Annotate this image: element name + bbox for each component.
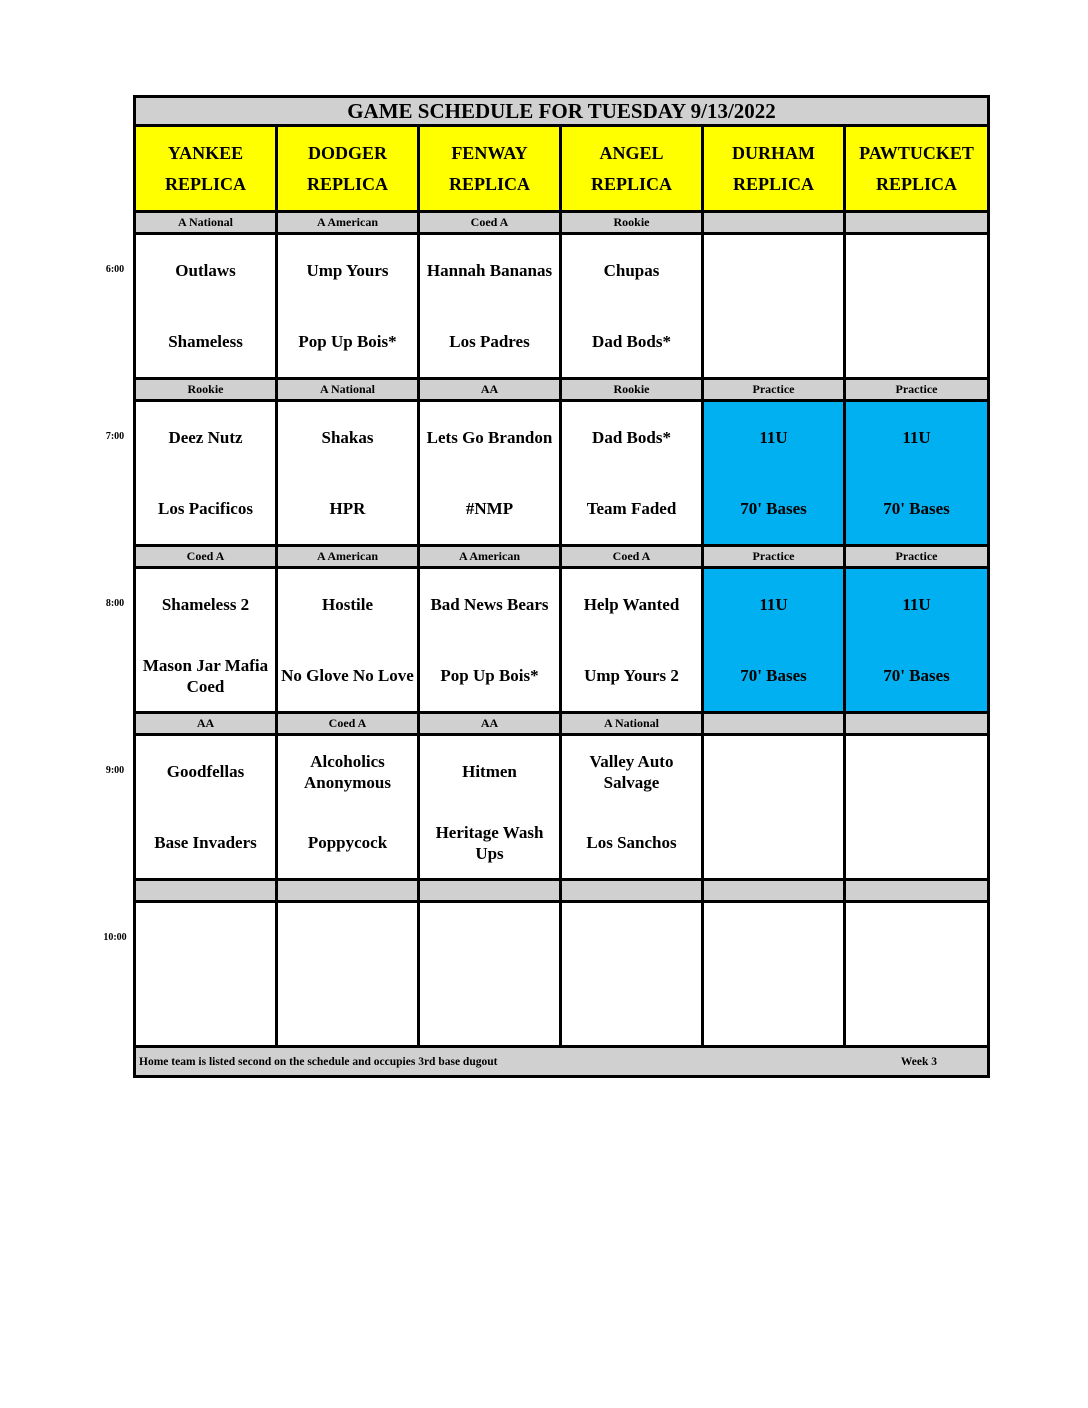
game-cell (136, 569, 278, 714)
home-team: Los Sanchos (586, 833, 677, 852)
division-label: AA (136, 714, 278, 736)
away-team (704, 736, 843, 807)
home-team: Team Faded (586, 499, 677, 518)
home-team: 70' Bases (740, 666, 807, 685)
division-label (704, 213, 846, 235)
time-label: 6:00 (105, 264, 125, 275)
field-header (704, 127, 846, 213)
away-team: 11U (902, 595, 931, 614)
game-cell (846, 903, 987, 1048)
home-team (136, 974, 275, 1045)
game-cell (278, 903, 420, 1048)
away-team: Help Wanted (583, 595, 680, 614)
away-team: 11U (759, 428, 788, 447)
game-cell (278, 402, 420, 547)
home-team: Pop Up Bois* (440, 666, 539, 685)
time-label: 10:00 (103, 932, 127, 943)
field-header (420, 127, 562, 213)
division-label: A National (562, 714, 704, 736)
division-label: Practice (846, 547, 987, 569)
game-row (136, 736, 987, 881)
practice-cell (846, 569, 987, 714)
division-label: A American (278, 547, 420, 569)
away-team (136, 903, 275, 974)
game-cell (562, 736, 704, 881)
division-label: Coed A (420, 213, 562, 235)
away-team (278, 903, 417, 974)
game-cell (136, 903, 278, 1048)
home-team (278, 974, 417, 1045)
home-team (562, 974, 701, 1045)
field-subtitle: REPLICA (164, 173, 246, 194)
home-team: Base Invaders (154, 833, 257, 852)
game-row (136, 235, 987, 380)
field-subtitle: REPLICA (306, 173, 388, 194)
away-team: Valley Auto Salvage (589, 751, 674, 792)
division-label: Rookie (562, 213, 704, 235)
division-row (136, 714, 987, 736)
field-header-row (136, 127, 987, 213)
field-name: ANGEL (599, 142, 664, 163)
practice-cell (704, 402, 846, 547)
field-name: DODGER (307, 142, 387, 163)
home-team: Heritage Wash Ups (435, 822, 544, 863)
division-label: Coed A (136, 547, 278, 569)
game-cell (420, 569, 562, 714)
time-label: 8:00 (105, 598, 125, 609)
home-team: Los Padres (449, 332, 530, 351)
game-cell (420, 736, 562, 881)
away-team: Ump Yours (306, 261, 389, 280)
game-cell (420, 903, 562, 1048)
division-label (278, 881, 420, 903)
division-label (704, 881, 846, 903)
game-cell (278, 569, 420, 714)
home-team: Dad Bods* (592, 332, 671, 351)
division-label (420, 881, 562, 903)
away-team (704, 235, 843, 306)
away-team: Hannah Bananas (426, 261, 553, 280)
away-team: Bad News Bears (430, 595, 549, 614)
division-label: A American (278, 213, 420, 235)
time-label: 7:00 (105, 431, 125, 442)
game-cell (846, 235, 987, 380)
game-cell (420, 402, 562, 547)
division-label: A National (136, 213, 278, 235)
field-name: DURHAM (732, 142, 815, 163)
division-label: Coed A (278, 714, 420, 736)
away-team: 11U (902, 428, 931, 447)
division-label (562, 881, 704, 903)
division-label: Practice (704, 380, 846, 402)
home-team (704, 807, 843, 878)
home-team: No Glove No Love (281, 666, 414, 685)
field-name: FENWAY (451, 142, 528, 163)
division-label (846, 881, 987, 903)
away-team (846, 736, 987, 807)
game-cell (278, 235, 420, 380)
field-subtitle: REPLICA (448, 173, 530, 194)
game-cell (136, 235, 278, 380)
home-team (846, 974, 987, 1045)
away-team: Outlaws (175, 261, 236, 280)
away-team: Goodfellas (166, 762, 245, 781)
field-name: YANKEE (167, 142, 244, 163)
field-subtitle: REPLICA (590, 173, 672, 194)
game-cell (704, 903, 846, 1048)
home-team: Poppycock (307, 833, 388, 852)
game-cell (278, 736, 420, 881)
division-label: Practice (704, 547, 846, 569)
division-label: Coed A (562, 547, 704, 569)
game-cell (562, 402, 704, 547)
away-team (704, 903, 843, 974)
field-subtitle: REPLICA (875, 173, 957, 194)
away-team: Deez Nutz (168, 428, 243, 447)
time-label: 9:00 (105, 765, 125, 776)
game-cell (562, 903, 704, 1048)
away-team: 11U (759, 595, 788, 614)
home-team: Los Pacificos (158, 499, 253, 518)
division-row (136, 213, 987, 235)
game-cell (562, 235, 704, 380)
division-label: Practice (846, 380, 987, 402)
field-header (136, 127, 278, 213)
division-row (136, 380, 987, 402)
field-header (278, 127, 420, 213)
home-team (846, 306, 987, 377)
game-cell (704, 736, 846, 881)
practice-cell (704, 569, 846, 714)
away-team (420, 903, 559, 974)
week-label: Week 3 (900, 1055, 937, 1068)
home-team (846, 807, 987, 878)
away-team: Dad Bods* (592, 428, 671, 447)
division-label (846, 714, 987, 736)
practice-cell (846, 402, 987, 547)
division-label: Rookie (136, 380, 278, 402)
home-team (704, 974, 843, 1045)
home-team: 70' Bases (883, 666, 950, 685)
game-row (136, 903, 987, 1048)
schedule-title: GAME SCHEDULE FOR TUESDAY 9/13/2022 (136, 98, 987, 127)
away-team: Hostile (322, 595, 373, 614)
away-team (846, 903, 987, 974)
division-row (136, 881, 987, 903)
away-team: Hitmen (462, 762, 517, 781)
field-subtitle: REPLICA (732, 173, 814, 194)
home-team (704, 306, 843, 377)
game-cell (846, 736, 987, 881)
game-cell (562, 569, 704, 714)
home-team: #NMP (465, 499, 514, 518)
home-team: Mason Jar Mafia Coed (142, 655, 269, 696)
field-header (562, 127, 704, 213)
field-name: PAWTUCKET (859, 142, 974, 163)
game-row (136, 569, 987, 714)
home-team: 70' Bases (740, 499, 807, 518)
game-cell (704, 235, 846, 380)
division-label (846, 213, 987, 235)
division-row (136, 547, 987, 569)
away-team: Lets Go Brandon (426, 428, 553, 447)
away-team (562, 903, 701, 974)
home-team: Shameless (168, 332, 243, 351)
division-label: A American (420, 547, 562, 569)
division-label: A National (278, 380, 420, 402)
home-team: Ump Yours 2 (584, 666, 679, 685)
game-cell (420, 235, 562, 380)
division-label: Rookie (562, 380, 704, 402)
home-team: Pop Up Bois* (298, 332, 397, 351)
home-team: HPR (329, 499, 366, 518)
schedule-footer (136, 1048, 987, 1075)
time-slots (136, 213, 987, 1048)
away-team: Alcoholics Anonymous (304, 751, 391, 792)
division-label: AA (420, 714, 562, 736)
division-label (704, 714, 846, 736)
away-team: Shakas (321, 428, 374, 447)
division-label: AA (420, 380, 562, 402)
game-cell (136, 402, 278, 547)
home-team: 70' Bases (883, 499, 950, 518)
game-cell (136, 736, 278, 881)
division-label (136, 881, 278, 903)
home-team-note: Home team is listed second on the schedule and occupies 3rd base dugout (139, 1055, 498, 1068)
away-team: Chupas (603, 261, 660, 280)
away-team: Shameless 2 (161, 595, 250, 614)
game-row (136, 402, 987, 547)
away-team (846, 235, 987, 306)
field-header (846, 127, 987, 213)
schedule-table (133, 95, 990, 1078)
home-team (420, 974, 559, 1045)
